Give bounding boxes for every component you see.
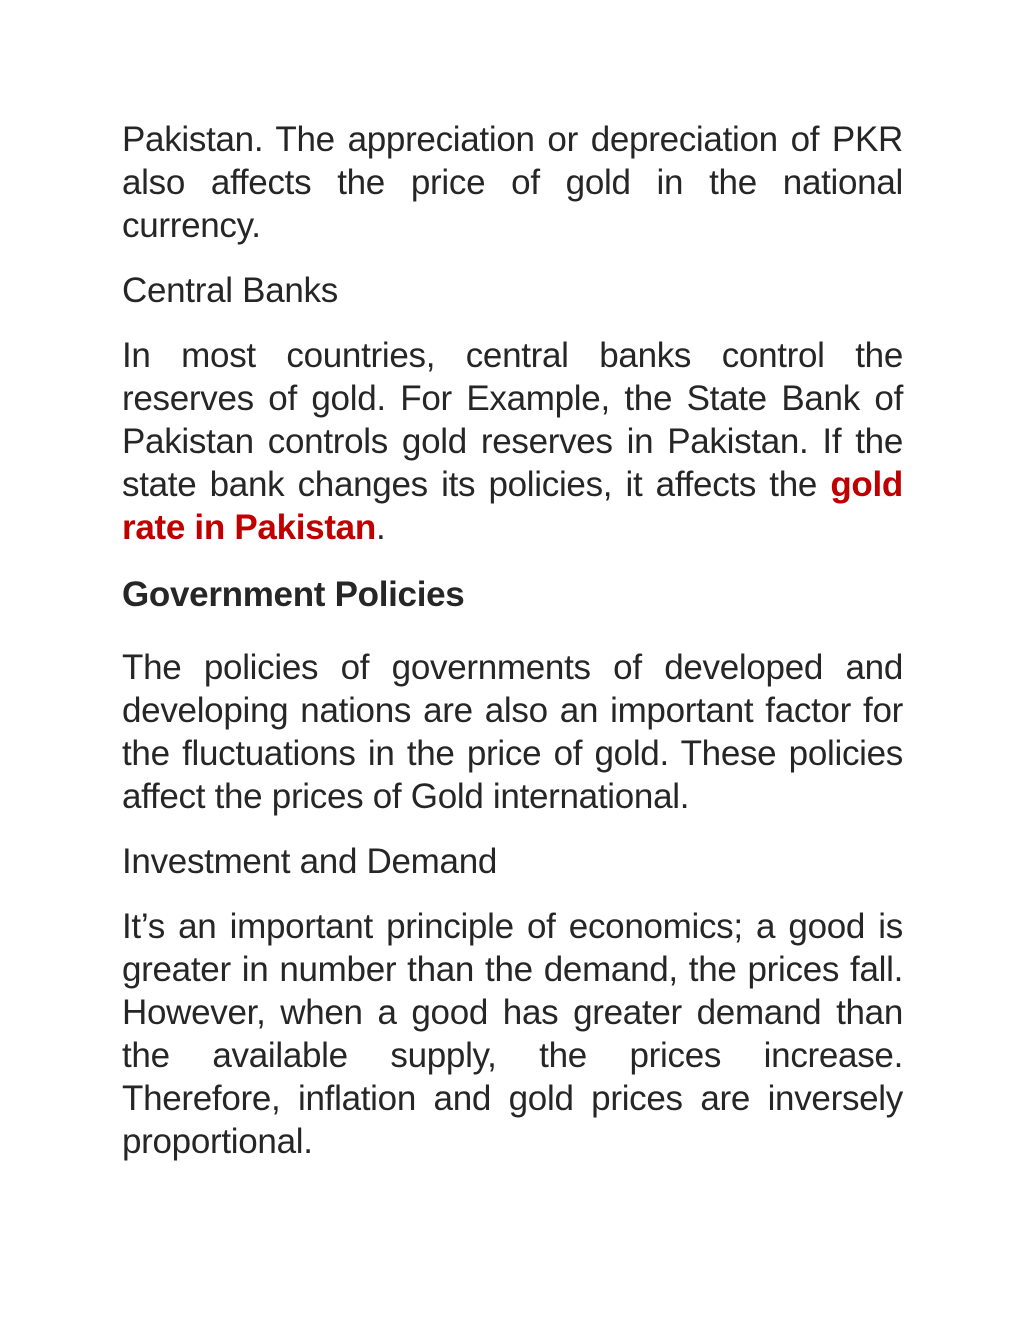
paragraph-pkr-currency: Pakistan. The appreciation or depreciation of PKR also affects the price of gold in the national currency. [122, 120, 903, 245]
heading-government-policies: Government Policies [122, 575, 465, 614]
paragraph-investment-demand: It’s an important principle of economics; a good is greater in number than the demand, the prices fall. However, when a good has greater demand than the available supply, the prices increase. Therefore, inflation and gold prices are inversely proportional. [122, 907, 903, 1161]
heading-central-banks: Central Banks [122, 271, 338, 310]
heading-investment-demand: Investment and Demand [122, 842, 498, 881]
paragraph-central-banks-text: In most countries, central banks control the reserves of gold. For Example, the State Bank of Pakistan controls gold reserves in Pakistan. If the state bank changes its policies, it affects the [122, 336, 903, 504]
paragraph-central-banks [122, 334, 903, 549]
document-page [122, 118, 903, 1163]
paragraph-central-banks-end: . [375, 508, 386, 547]
gold-rate-link[interactable]: gold rate in Pakistan [122, 465, 903, 547]
paragraph-government-policies: The policies of governments of developed and developing nations are also an important factor for the fluctuations in the price of gold. These policies affect the prices of Gold international. [122, 648, 903, 816]
